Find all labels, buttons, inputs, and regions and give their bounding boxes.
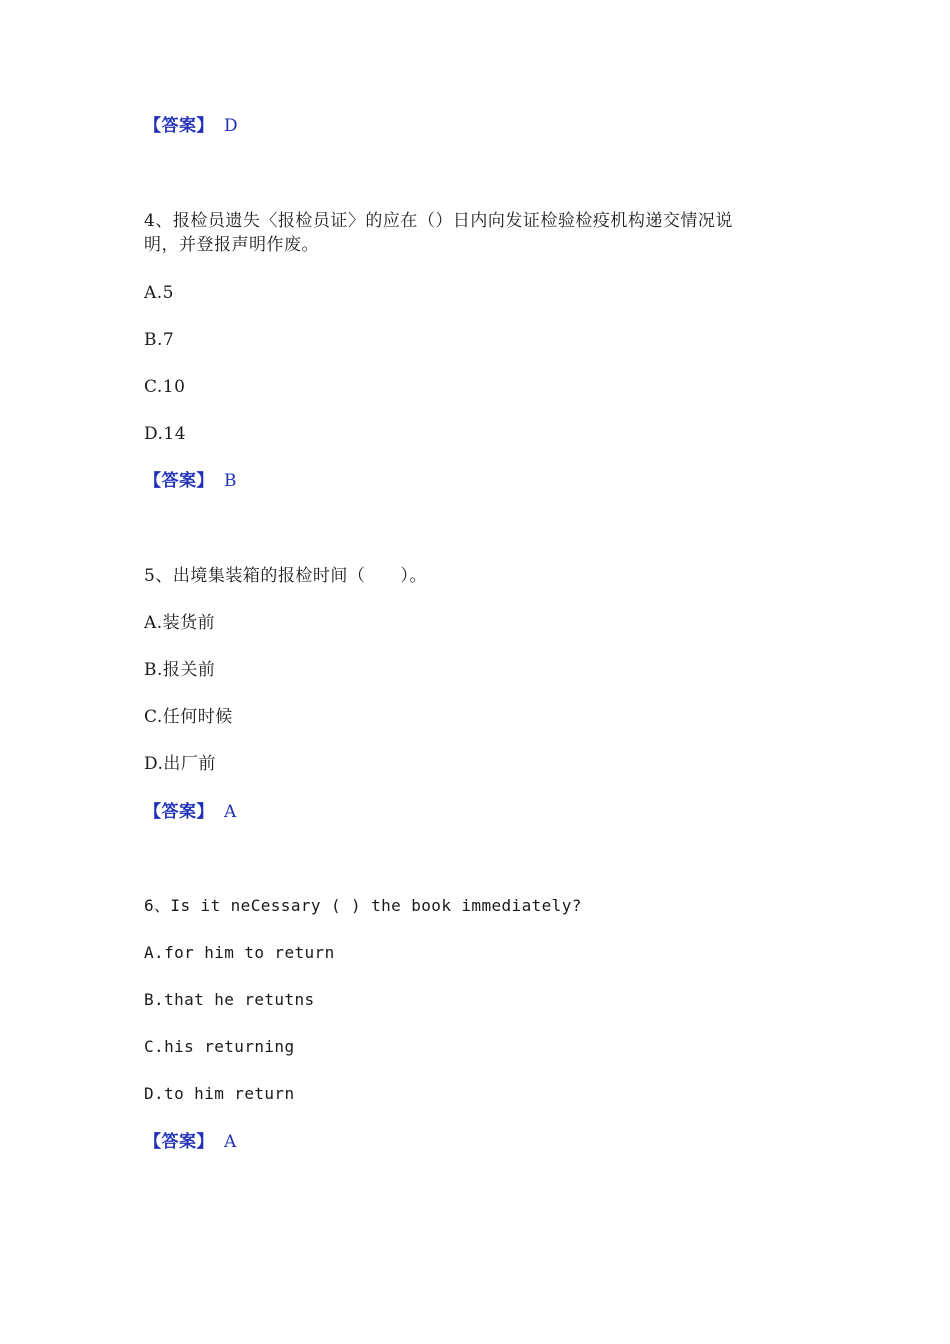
question-4-option-d: D.14 (144, 424, 187, 444)
answer-value: A (224, 1132, 237, 1152)
answer-q6 (144, 1130, 237, 1154)
question-4-stem-line2: 明，并登报声明作废。 (144, 235, 319, 255)
answer-q4 (144, 469, 237, 493)
question-5-stem: 5、出境集装箱的报检时间（ ）。 (144, 566, 427, 586)
answer-label: 【答案】 (144, 471, 214, 491)
question-6-stem: 6、Is it neCessary ( ) the book immediately? (144, 896, 582, 915)
answer-value: A (224, 802, 237, 822)
question-6-option-b: B.that he retutns (144, 990, 315, 1009)
question-5-option-c: C.任何时候 (144, 707, 233, 727)
answer-label: 【答案】 (144, 1132, 214, 1152)
question-6-option-d: D.to him return (144, 1084, 295, 1103)
question-6-option-a: A.for him to return (144, 943, 335, 962)
question-6-option-c: C.his returning (144, 1037, 295, 1056)
question-4-option-b: B.7 (144, 330, 175, 350)
question-4-stem-line1: 4、报检员遗失〈报检员证〉的应在（）日内向发证检验检疫机构递交情况说 (144, 211, 733, 231)
question-4-option-a: A.5 (144, 283, 174, 303)
question-5-option-a: A.装货前 (144, 613, 216, 633)
question-5-option-b: B.报关前 (144, 660, 216, 680)
answer-label: 【答案】 (144, 116, 214, 136)
question-5-option-d: D.出厂前 (144, 754, 216, 774)
answer-label: 【答案】 (144, 802, 214, 822)
answer-value: B (224, 471, 237, 491)
answer-q3 (144, 114, 238, 138)
question-4-option-c: C.10 (144, 377, 186, 397)
answer-q5 (144, 800, 237, 824)
answer-value: D (224, 116, 239, 136)
